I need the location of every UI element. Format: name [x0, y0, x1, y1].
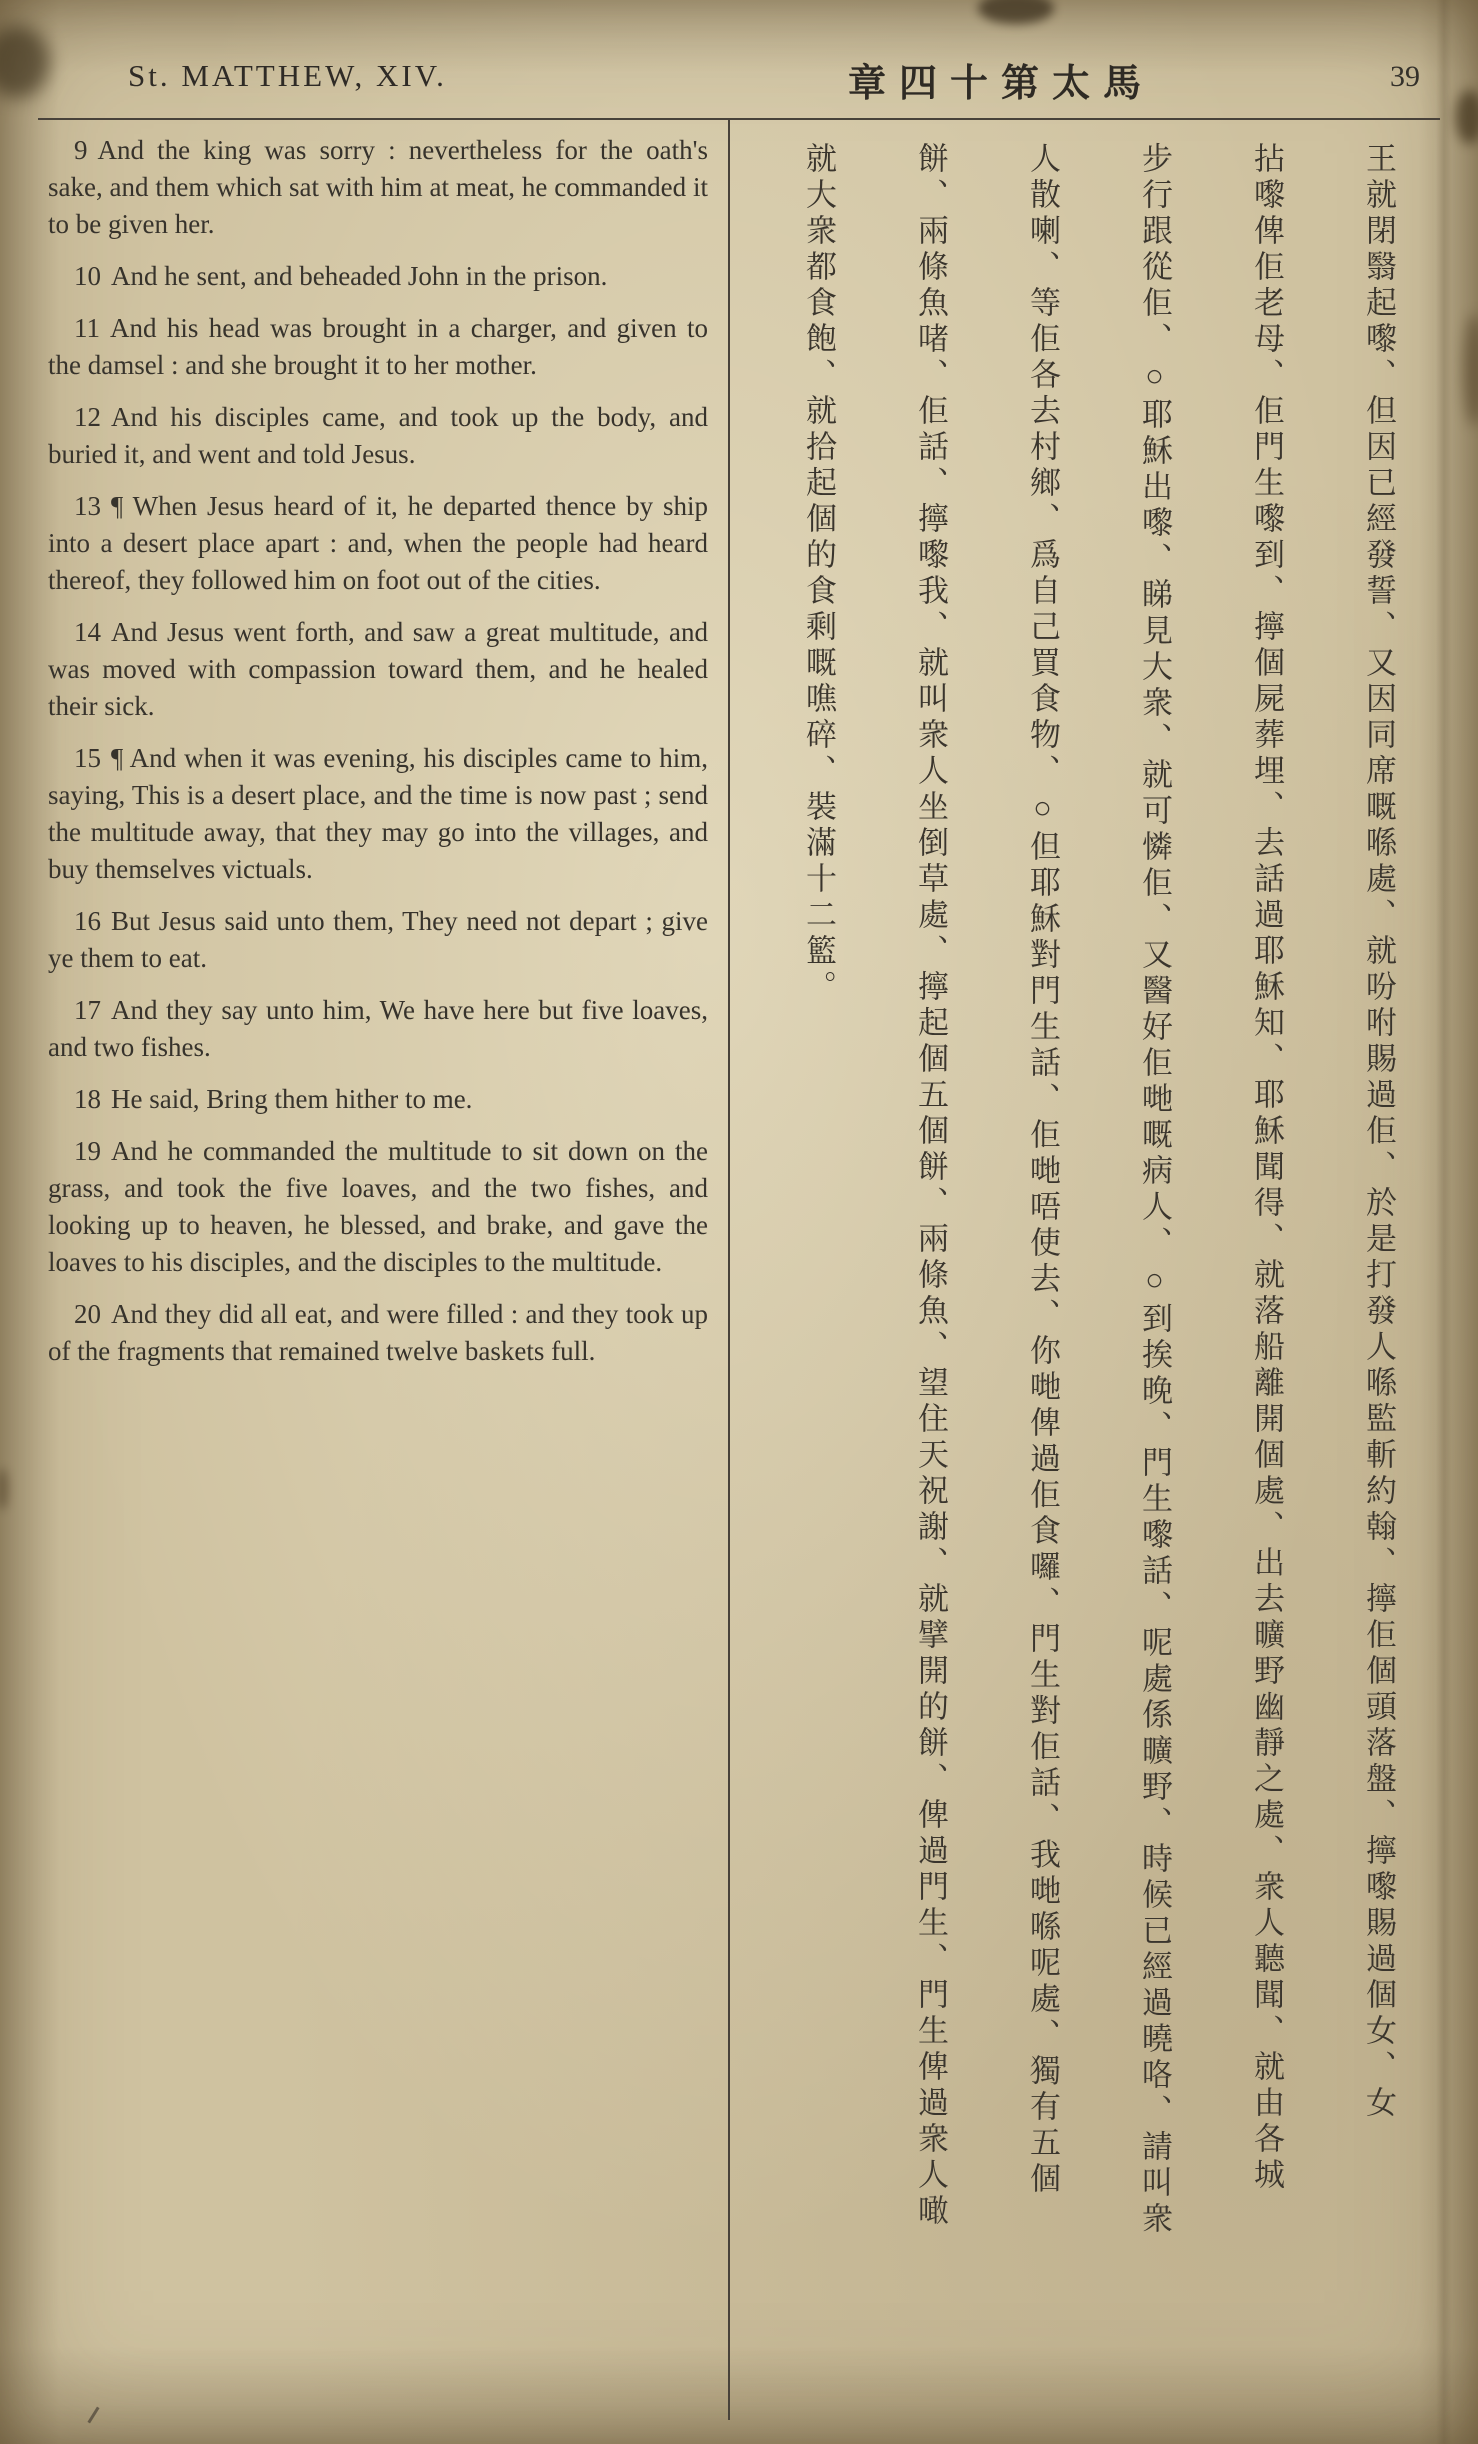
corner-stain-top-left — [0, 26, 50, 98]
verse-number: 16 — [74, 906, 101, 936]
edge-stain-right — [1464, 314, 1478, 426]
verse-12 — [48, 399, 708, 473]
column-divider — [728, 120, 730, 2420]
verse-17 — [48, 992, 708, 1066]
verse-number: 18 — [74, 1084, 101, 1114]
ink-blot-top — [978, 0, 1054, 24]
verse-text: And his disciples came, and took up the body, and buried it, and went and told Jesus. — [48, 402, 708, 469]
english-text-column — [48, 132, 708, 1385]
verse-number: 14 — [74, 617, 101, 647]
verse-text: But Jesus said unto them, They need not depart ; give ye them to eat. — [48, 906, 708, 973]
verse-number: 11 — [74, 313, 100, 343]
chinese-column-6: 就大衆都食飽、就拾起個的食剩嘅噍碎、裝滿十二籃。 — [801, 142, 836, 1006]
verse-number: 12 — [74, 402, 101, 432]
page-title-english: St. MATTHEW, XIV. — [128, 58, 447, 93]
verse-9 — [48, 132, 708, 243]
verse-text: And the king was sorry : nevertheless for the oath's sake, and them which sat with him at meat, he commanded it to be given her. — [48, 135, 708, 239]
verse-16 — [48, 903, 708, 977]
chinese-column-2: 拈嚟俾佢老母、佢門生嚟到、擰個屍葬埋、去話過耶穌知、耶穌聞得、就落船離開個處、出去曠野幽靜之處、衆人聽聞、就由各城 — [1249, 142, 1284, 2194]
verse-text: He said, Bring them hither to me. — [111, 1084, 473, 1114]
page-number: 39 — [1390, 60, 1420, 93]
stray-mark-bottom — [87, 2407, 99, 2424]
verse-number: 19 — [74, 1136, 101, 1166]
verse-number: 9 — [74, 135, 88, 165]
verse-number: 20 — [74, 1299, 101, 1329]
verse-15 — [48, 740, 708, 888]
verse-number: 17 — [74, 995, 101, 1025]
chinese-column-5: 餅、兩條魚啫、佢話、擰嚟我、就叫衆人坐倒草處、擰起個五個餅、兩條魚、望住天祝謝、就擘開的餅、俾過門生、門生俾過衆人噉 — [913, 142, 948, 2230]
verse-14 — [48, 614, 708, 725]
verse-text: And he commanded the multitude to sit down on the grass, and took the five loaves, and the two fishes, and looking up to heaven, he blessed, and brake, and gave the loaves to his disciples, and the disciples to the multitude. — [48, 1136, 708, 1277]
verse-text: And he sent, and beheaded John in the prison. — [111, 261, 608, 291]
verse-text: And they say unto him, We have here but five loaves, and two fishes. — [48, 995, 708, 1062]
chinese-column-3: 步行跟從佢、○耶穌出嚟、睇見大衆、就可憐佢、又醫好佢哋嘅病人、○到挨晚、門生嚟話、呢處係曠野、時候已經過曉咯、請叫衆 — [1137, 142, 1172, 2238]
header-rule — [38, 118, 1440, 120]
verse-18 — [48, 1081, 708, 1118]
page-title-chinese: 章四十第太馬 — [848, 63, 1155, 105]
page-crease — [1436, 0, 1452, 2444]
chinese-text-block — [746, 142, 1434, 2410]
verse-20 — [48, 1296, 708, 1370]
verse-19 — [48, 1133, 708, 1281]
verse-text: And Jesus went forth, and saw a great multitude, and was moved with compassion toward them, and he healed their sick. — [48, 617, 708, 721]
verse-text: And they did all eat, and were filled : and they took up of the fragments that remained twelve baskets full. — [48, 1299, 708, 1366]
verse-number: 15 — [74, 743, 101, 773]
chinese-column-4: 人散喇、等佢各去村鄉、爲自己買食物、○但耶穌對門生話、佢哋唔使去、你哋俾過佢食囉、門生對佢話、我哋喺呢處、獨有五個 — [1025, 142, 1060, 2198]
chinese-column-1: 王就閉翳起嚟、但因已經發誓、又因同席嘅喺處、就吩咐賜過佢、於是打發人喺監斬約翰、擰佢個頭落盤、擰嚟賜過個女、女 — [1361, 142, 1396, 2122]
verse-13 — [48, 488, 708, 599]
verse-text: ¶ And when it was evening, his disciples came to him, saying, This is a desert place, and the time is now past ; send the multitude away, that they may go into the villages, and buy themselves victuals. — [48, 743, 708, 884]
edge-stain-left — [0, 1468, 8, 1510]
verse-text: ¶ When Jesus heard of it, he departed thence by ship into a desert place apart : and, when the people had heard thereof, they followed him on foot out of the cities. — [48, 491, 708, 595]
verse-10 — [48, 258, 708, 295]
verse-text: And his head was brought in a charger, and given to the damsel : and she brought it to her mother. — [48, 313, 708, 380]
verse-number: 10 — [74, 261, 101, 291]
verse-11 — [48, 310, 708, 384]
verse-number: 13 — [74, 491, 101, 521]
edge-stain-top-right — [1456, 90, 1478, 144]
